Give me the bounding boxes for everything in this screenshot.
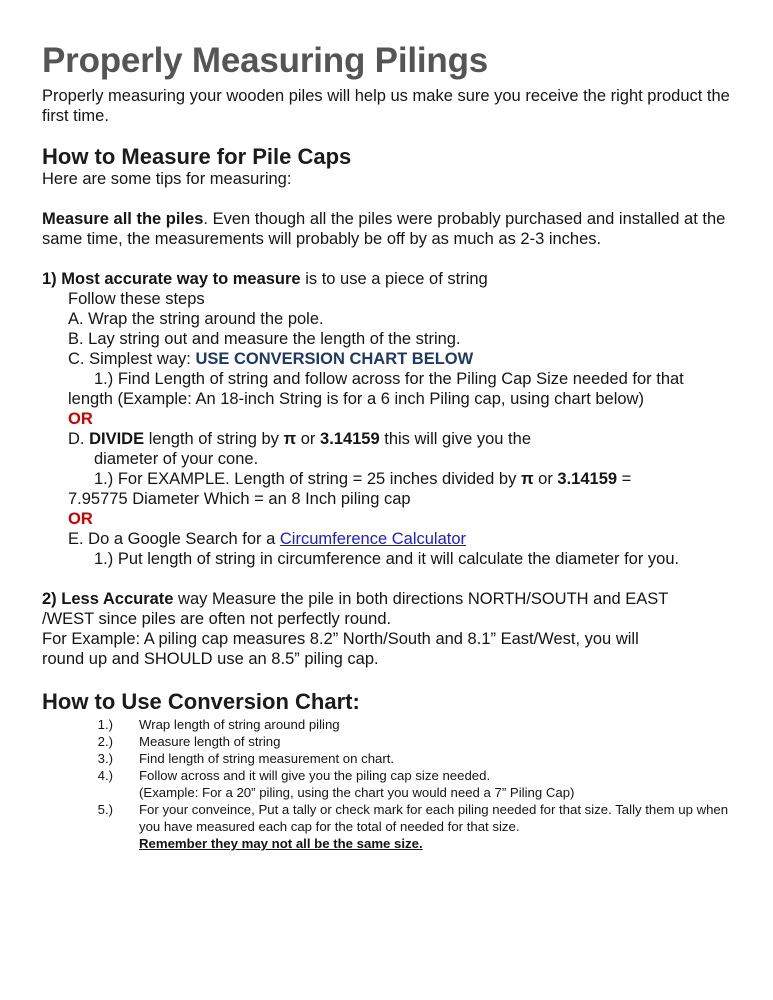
list-item <box>42 733 732 750</box>
pi-symbol: π <box>283 430 297 449</box>
step-number: 2.) <box>97 734 113 750</box>
document-body <box>42 42 732 852</box>
item1-number: 1) <box>42 270 57 289</box>
tips-lead: Here are some tips for measuring: <box>42 170 292 189</box>
item1-c-sub-line2: length (Example: An 18-inch String is for a 6 inch Piling cap, using chart below) <box>68 390 644 409</box>
item1-d-line2: diameter of your cone. <box>94 450 259 469</box>
item1-step-e <box>68 529 732 549</box>
item1-step-c <box>68 349 732 369</box>
item1-d-sub-pre: 1.) For EXAMPLE. Length of string = 25 inches divided by <box>94 470 521 489</box>
pi-value: 3.14159 <box>320 430 380 449</box>
item1-header <box>42 269 732 289</box>
item2-line4: round up and SHOULD use an 8.5” piling cap. <box>42 650 379 669</box>
item2-line3: For Example: A piling cap measures 8.2” North/South and 8.1” East/West, you will <box>42 630 639 649</box>
list-item <box>42 750 732 767</box>
item2-line2: /WEST since piles are often not perfectly round. <box>42 610 392 629</box>
item1-d-mid2: or <box>296 430 321 449</box>
step-number: 3.) <box>97 751 113 767</box>
item1-step-b: B. Lay string out and measure the length of the string. <box>68 330 461 349</box>
pi-value-example: 3.14159 <box>557 470 618 489</box>
item1-step-c-prefix: C. Simplest way: <box>68 350 196 369</box>
list-item <box>42 767 732 784</box>
item1-d-tail: this will give you the <box>379 430 531 449</box>
item1-step-a: A. Wrap the string around the pole. <box>68 310 324 329</box>
item1-d-sub-end: = <box>617 470 632 489</box>
item1-d-sub-line2: 7.95775 Diameter Which = an 8 Inch piling cap <box>68 490 411 509</box>
divide-keyword: DIVIDE <box>89 430 145 449</box>
item1-step-d <box>68 429 732 449</box>
remember-note: Remember they may not all be the same size. <box>139 836 423 852</box>
step-text: Measure length of string <box>139 734 281 750</box>
item1-rest: is to use a piece of string <box>300 270 488 289</box>
or-separator-2: OR <box>68 510 93 529</box>
step-text: Follow across and it will give you the piling cap size needed. <box>139 768 491 784</box>
step-text: For your conveince, Put a tally or check mark for each piling needed for that size. Tally them up when you have measured each cap for the total of needed for that size. <box>139 802 729 835</box>
circumference-calculator-link[interactable]: Circumference Calculator <box>279 530 467 549</box>
item2-number: 2) <box>42 590 62 609</box>
list-item <box>42 801 732 835</box>
item2-rest-line1: way Measure the pile in both directions NORTH/SOUTH and EAST <box>173 590 669 609</box>
item1-d-sub-mid: or <box>533 470 558 489</box>
item1-d-mid1: length of string by <box>144 430 284 449</box>
item1-c-sub-line1: 1.) Find Length of string and follow across for the Piling Cap Size needed for that <box>94 370 684 389</box>
step-text: Find length of string measurement on chart. <box>139 751 395 767</box>
item2-line1 <box>42 589 732 609</box>
or-separator-1: OR <box>68 410 93 429</box>
step-text: Wrap length of string around piling <box>139 717 340 733</box>
list-item-2 <box>42 589 732 669</box>
conversion-chart-steps <box>42 716 732 852</box>
item1-follow-steps: Follow these steps <box>68 290 205 309</box>
page-title: Properly Measuring Pilings <box>42 41 489 80</box>
step-number: 5.) <box>97 802 113 818</box>
heading-how-to-use-conversion-chart: How to Use Conversion Chart: <box>42 689 360 715</box>
item1-e-sub: 1.) Put length of string in circumference and it will calculate the diameter for you. <box>94 550 680 569</box>
item1-bold-lead: Most accurate way to measure <box>61 270 301 289</box>
measure-all-rest: . Even though all the piles were probably purchased and installed at the same time, the measurements will probably be off by as much as 2-3 inches. <box>42 210 726 249</box>
step-number: 4.) <box>97 768 113 784</box>
item1-d-sub-line1 <box>94 469 732 489</box>
list-item <box>42 716 732 733</box>
step-number: 1.) <box>97 717 113 733</box>
pi-symbol-example: π <box>520 470 534 489</box>
measure-all-paragraph <box>42 209 732 249</box>
measure-all-lead: Measure all the piles <box>42 210 204 229</box>
item2-bold-lead: Less Accurate <box>61 590 174 609</box>
heading-how-to-measure: How to Measure for Pile Caps <box>42 143 352 169</box>
list-item-1 <box>42 269 732 569</box>
item1-step-e-prefix: E. Do a Google Search for a <box>68 530 280 549</box>
item1-step-d-prefix: D. <box>68 430 90 449</box>
use-conversion-chart-emphasis: USE CONVERSION CHART BELOW <box>195 350 474 369</box>
intro-paragraph: Properly measuring your wooden piles will help us make sure you receive the right product the first time. <box>42 86 730 125</box>
step-4-example: (Example: For a 20” piling, using the chart you would need a 7” Piling Cap) <box>139 785 575 801</box>
